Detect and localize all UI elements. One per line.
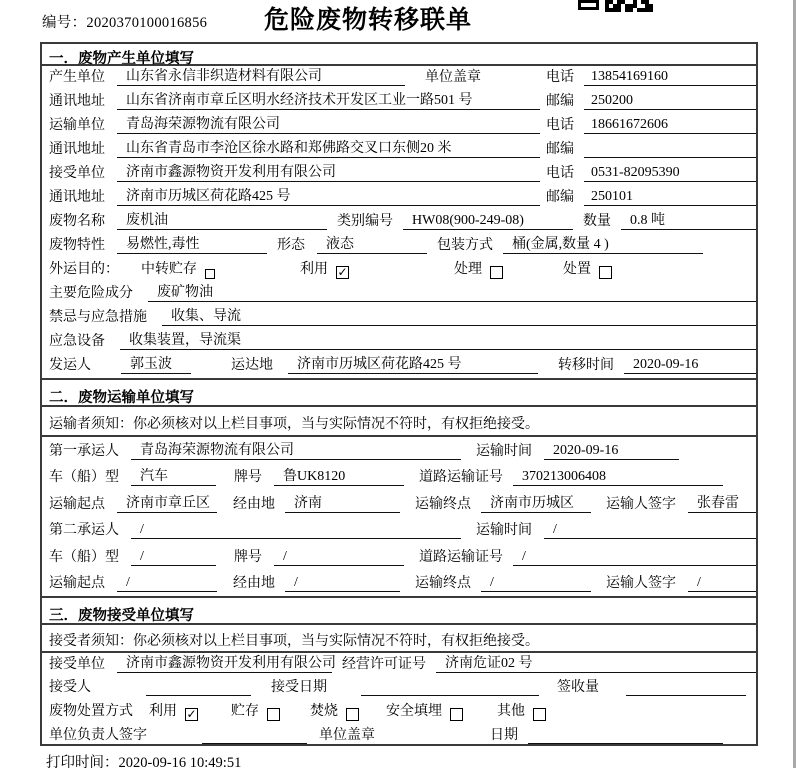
first-carrier-row bbox=[42, 437, 756, 464]
first-via-field: 济南 bbox=[285, 495, 400, 513]
receiver-postcode-field: 250101 bbox=[584, 188, 756, 206]
first-carrier-label: 第一承运人 bbox=[49, 443, 119, 459]
disposal-other-checkbox bbox=[533, 708, 546, 721]
receiver-address-field: 济南市历城区荷花路425 号 bbox=[117, 188, 540, 206]
second-carrier-row bbox=[42, 517, 756, 544]
option-other-label: 其他 bbox=[497, 704, 525, 720]
first-route-row bbox=[42, 490, 756, 517]
via-label: 经由地 bbox=[233, 496, 275, 512]
destination-label: 运达地 bbox=[231, 358, 273, 373]
waste-name-field: 废机油 bbox=[117, 212, 327, 230]
consignor-row bbox=[42, 354, 756, 378]
waste-name-label: 废物名称 bbox=[49, 214, 105, 229]
first-route-end-field: 济南市历城区 bbox=[481, 495, 591, 513]
license-number-field: 济南危证02 号 bbox=[436, 655, 756, 673]
category-code-field: HW08(900-249-08) bbox=[403, 212, 573, 230]
emergency-equipment-field: 收集装置，导流渠 bbox=[120, 332, 756, 350]
receiver-unit-row2 bbox=[42, 653, 756, 677]
second-carrier-signature-field: / bbox=[688, 574, 756, 592]
plate-number-label: 牌号 bbox=[234, 549, 262, 565]
receiver-notice: 接受者须知：你必须核对以上栏目事项，当与实际情况不符时，有权拒绝接受。 bbox=[42, 625, 756, 653]
option-landfill-label: 安全填埋 bbox=[386, 704, 442, 720]
postcode-label: 邮编 bbox=[546, 142, 574, 157]
seal-date-field bbox=[528, 727, 723, 744]
transit-storage-checkbox bbox=[205, 269, 215, 279]
packaging-label: 包装方式 bbox=[437, 238, 493, 253]
emergency-measures-row bbox=[42, 306, 756, 330]
form-state-field: 液态 bbox=[317, 236, 427, 254]
option-treat-label: 处理 bbox=[454, 262, 482, 277]
responsible-signature-row bbox=[42, 724, 756, 748]
transport-time-label: 运输时间 bbox=[476, 523, 532, 538]
disposal-store-checkbox bbox=[267, 708, 280, 721]
waste-property-field: 易燃性,毒性 bbox=[117, 236, 267, 254]
first-road-permit-field: 370213006408 bbox=[513, 468, 723, 486]
producer-postcode-field: 250200 bbox=[584, 92, 756, 110]
qr-finder-pattern bbox=[578, 0, 599, 10]
receiver-unit-field2: 济南市鑫源物资开发利用有限公司 bbox=[117, 655, 332, 673]
emergency-equipment-row bbox=[42, 330, 756, 354]
emergency-equipment-label: 应急设备 bbox=[49, 334, 105, 349]
manifest-form bbox=[40, 42, 758, 746]
second-via-field: / bbox=[285, 574, 400, 592]
receive-date-label: 接受日期 bbox=[271, 680, 327, 696]
first-vehicle-row bbox=[42, 464, 756, 491]
received-quantity-field bbox=[626, 679, 746, 696]
print-time: 打印时间：2020-09-16 10:49:51 bbox=[46, 755, 242, 768]
quantity-label: 数量 bbox=[583, 214, 611, 229]
waste-property-row bbox=[42, 234, 756, 258]
transporter-notice: 运输者须知：你必须核对以上栏目事项，当与实际情况不符时，有权拒绝接受。 bbox=[42, 407, 756, 437]
transfer-purpose-row bbox=[42, 258, 756, 282]
transfer-purpose-label: 外运目的： bbox=[49, 262, 119, 277]
document-number-value: 2020370100016856 bbox=[86, 15, 208, 31]
receive-date-field bbox=[361, 679, 539, 696]
unit-seal-label: 单位盖章 bbox=[319, 727, 375, 743]
license-number-label: 经营许可证号 bbox=[342, 656, 426, 672]
option-incinerate-label: 焚烧 bbox=[310, 704, 338, 720]
option-utilize-label: 利用 bbox=[300, 262, 328, 277]
receiver-unit-label: 接受单位 bbox=[49, 656, 105, 672]
second-vehicle-type-field: / bbox=[131, 548, 216, 566]
disposal-incinerate-checkbox bbox=[346, 708, 359, 721]
category-code-label: 类别编号 bbox=[337, 214, 393, 229]
route-start-label: 运输起点 bbox=[49, 496, 105, 512]
route-end-label: 运输终点 bbox=[415, 496, 471, 512]
section-producer bbox=[42, 44, 756, 378]
receiver-unit-row bbox=[42, 162, 756, 186]
second-vehicle-row bbox=[42, 543, 756, 570]
responsible-signature-field bbox=[202, 727, 307, 744]
dispose-checkbox bbox=[599, 266, 612, 279]
receiver-phone-field: 0531-82095390 bbox=[584, 164, 756, 182]
document-number-label: 编号： bbox=[42, 15, 87, 31]
postcode-label: 邮编 bbox=[546, 190, 574, 205]
vehicle-type-label: 车（船）型 bbox=[49, 470, 119, 485]
section-producer-title: 一．废物产生单位填写 bbox=[42, 44, 756, 66]
address-label: 通讯地址 bbox=[49, 142, 105, 157]
first-plate-number-field: 鲁UK8120 bbox=[274, 468, 404, 486]
transporter-address-row bbox=[42, 138, 756, 162]
disposal-landfill-checkbox bbox=[450, 708, 463, 721]
hazard-component-row bbox=[42, 282, 756, 306]
quantity-field: 0.8 吨 bbox=[621, 212, 756, 230]
producer-address-row bbox=[42, 90, 756, 114]
vehicle-type-label: 车（船）型 bbox=[49, 549, 119, 565]
producer-unit-row bbox=[42, 66, 756, 90]
transporter-phone-field: 18661672606 bbox=[584, 116, 756, 134]
transporter-unit-row bbox=[42, 114, 756, 138]
second-route-start-field: / bbox=[117, 574, 217, 592]
transporter-unit-label: 运输单位 bbox=[49, 118, 105, 133]
receiver-person-label: 接受人 bbox=[49, 680, 91, 696]
utilize-checkbox: ✓ bbox=[337, 265, 348, 279]
first-carrier-field: 青岛海荣源物流有限公司 bbox=[131, 442, 461, 460]
option-store-label: 贮存 bbox=[231, 704, 259, 720]
transporter-postcode-field bbox=[584, 141, 756, 158]
disposal-utilize-checkbox: ✓ bbox=[186, 707, 197, 722]
road-permit-label: 道路运输证号 bbox=[419, 470, 503, 485]
address-label: 通讯地址 bbox=[49, 94, 105, 109]
destination-field: 济南市历城区荷花路425 号 bbox=[288, 356, 538, 374]
section-receiver-title: 三．废物接受单位填写 bbox=[42, 596, 756, 625]
second-road-permit-field: / bbox=[513, 548, 756, 566]
transfer-date-label: 转移时间 bbox=[558, 358, 614, 373]
phone-label: 电话 bbox=[546, 166, 574, 181]
section-transporter-title: 二．废物运输单位填写 bbox=[42, 378, 756, 407]
qr-code-fragment bbox=[578, 0, 653, 12]
phone-label: 电话 bbox=[546, 70, 574, 85]
option-utilize-label: 利用 bbox=[149, 704, 177, 720]
route-end-label: 运输终点 bbox=[415, 576, 471, 591]
hazard-component-field: 废矿物油 bbox=[148, 284, 756, 302]
treat-checkbox bbox=[490, 266, 503, 279]
disposal-method-label: 废物处置方式 bbox=[49, 704, 133, 720]
second-transport-time-field: / bbox=[544, 521, 756, 539]
packaging-field: 桶(金属,数量 4 ) bbox=[503, 236, 703, 254]
postcode-label: 邮编 bbox=[546, 94, 574, 109]
receiver-address-row bbox=[42, 186, 756, 210]
second-route-end-field: / bbox=[481, 574, 591, 592]
producer-phone-field: 13854169160 bbox=[584, 68, 756, 86]
section-receiver bbox=[42, 596, 756, 748]
first-route-start-field: 济南市章丘区 bbox=[117, 495, 217, 513]
consignor-field: 郭玉波 bbox=[121, 356, 191, 374]
first-transport-time-field: 2020-09-16 bbox=[544, 442, 679, 460]
receiver-person-row bbox=[42, 677, 756, 701]
emergency-measures-field: 收集、导流 bbox=[162, 308, 756, 326]
consignor-label: 发运人 bbox=[49, 358, 91, 373]
unit-seal-label: 单位盖章 bbox=[425, 70, 481, 85]
option-dispose-label: 处置 bbox=[563, 262, 591, 277]
disposal-method-row bbox=[42, 700, 756, 724]
producer-unit-label: 产生单位 bbox=[49, 70, 105, 85]
second-plate-number-field: / bbox=[274, 548, 404, 566]
transporter-unit-field: 青岛海荣源物流有限公司 bbox=[117, 116, 540, 134]
second-route-row bbox=[42, 570, 756, 597]
first-carrier-signature-field: 张春雷 bbox=[688, 495, 756, 513]
address-label: 通讯地址 bbox=[49, 190, 105, 205]
producer-address-field: 山东省济南市章丘区明水经济技术开发区工业一路501 号 bbox=[117, 92, 540, 110]
section-transporter bbox=[42, 378, 756, 596]
qr-modules bbox=[605, 0, 653, 12]
waste-name-row bbox=[42, 210, 756, 234]
form-state-label: 形态 bbox=[277, 238, 305, 253]
emergency-measures-label: 禁忌与应急措施 bbox=[49, 310, 147, 325]
transporter-address-field: 山东省青岛市李沧区徐水路和郑佛路交叉口东侧20 米 bbox=[117, 140, 540, 158]
waste-property-label: 废物特性 bbox=[49, 238, 105, 253]
hazard-component-label: 主要危险成分 bbox=[49, 286, 133, 301]
road-permit-label: 道路运输证号 bbox=[419, 549, 503, 565]
second-carrier-label: 第二承运人 bbox=[49, 523, 119, 538]
received-quantity-label: 签收量 bbox=[557, 680, 599, 696]
route-start-label: 运输起点 bbox=[49, 576, 105, 591]
option-transit-storage-label: 中转贮存 bbox=[141, 262, 197, 277]
carrier-signature-label: 运输人签字 bbox=[606, 576, 676, 591]
receiver-unit-field: 济南市鑫源物资开发利用有限公司 bbox=[117, 164, 540, 182]
first-vehicle-type-field: 汽车 bbox=[131, 468, 216, 486]
phone-label: 电话 bbox=[546, 118, 574, 133]
producer-unit-field: 山东省永信非织造材料有限公司 bbox=[117, 68, 405, 86]
responsible-signature-label: 单位负责人签字 bbox=[49, 727, 147, 743]
page-title: 危险废物转移联单 bbox=[263, 7, 472, 34]
second-carrier-field: / bbox=[131, 521, 461, 539]
transfer-date-field: 2020-09-16 bbox=[624, 356, 756, 374]
via-label: 经由地 bbox=[233, 576, 275, 591]
receiver-unit-label: 接受单位 bbox=[49, 166, 105, 181]
transport-time-label: 运输时间 bbox=[476, 443, 532, 459]
date-label: 日期 bbox=[490, 727, 518, 743]
plate-number-label: 牌号 bbox=[234, 470, 262, 485]
carrier-signature-label: 运输人签字 bbox=[606, 496, 676, 512]
receiver-person-field bbox=[146, 679, 251, 696]
